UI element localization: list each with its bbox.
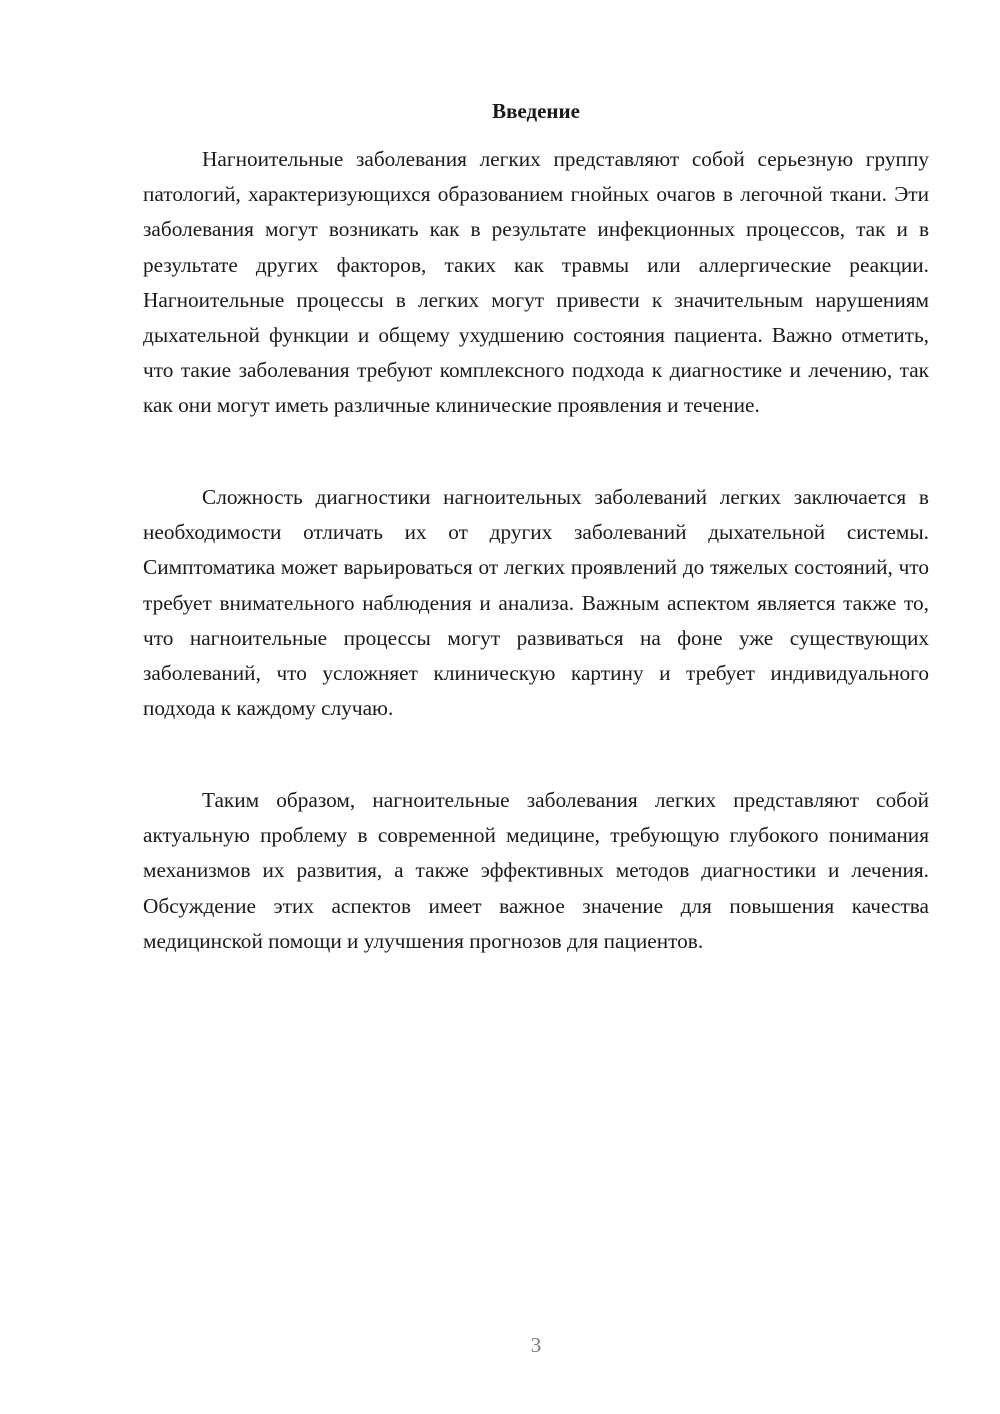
page-number: 3 (530, 1333, 542, 1357)
paragraph-diagnostics: Сложность диагностики нагноительных заболеваний легких заключается в необходимости отличать их от других заболеваний дыхательной системы. Симптоматика может варьироваться от легких проявлений до тяжелых состояний, что требует внимательного наблюдения и анализа. Важным аспектом является также то, что нагноительные процессы могут развиваться на фоне уже существующих заболеваний, что усложняет клиническую картину и требует индивидуального подхода к каждому случаю. (143, 485, 929, 721)
paragraph-conclusion: Таким образом, нагноительные заболевания легких представляют собой актуальную проблему в современной медицине, требующую глубокого понимания механизмов их развития, а также эффективных методов диагностики и лечения. Обсуждение этих аспектов имеет важное значение для повышения качества медицинской помощи и улучшения прогнозов для пациентов. (143, 788, 929, 953)
section-heading: Введение (492, 99, 580, 123)
paragraph-introduction: Нагноительные заболевания легких представляют собой серьезную группу патологий, характеризующихся образованием гнойных очагов в легочной ткани. Эти заболевания могут возникать как в результате инфекционных процессов, так и в результате других факторов, таких как травмы или аллергические реакции. Нагноительные процессы в легких могут привести к значительным нарушениям дыхательной функции и общему ухудшению состояния пациента. Важно отметить, что такие заболевания требуют комплексного подхода к диагностике и лечению, так как они могут иметь различные клинические проявления и течение. (143, 147, 929, 418)
